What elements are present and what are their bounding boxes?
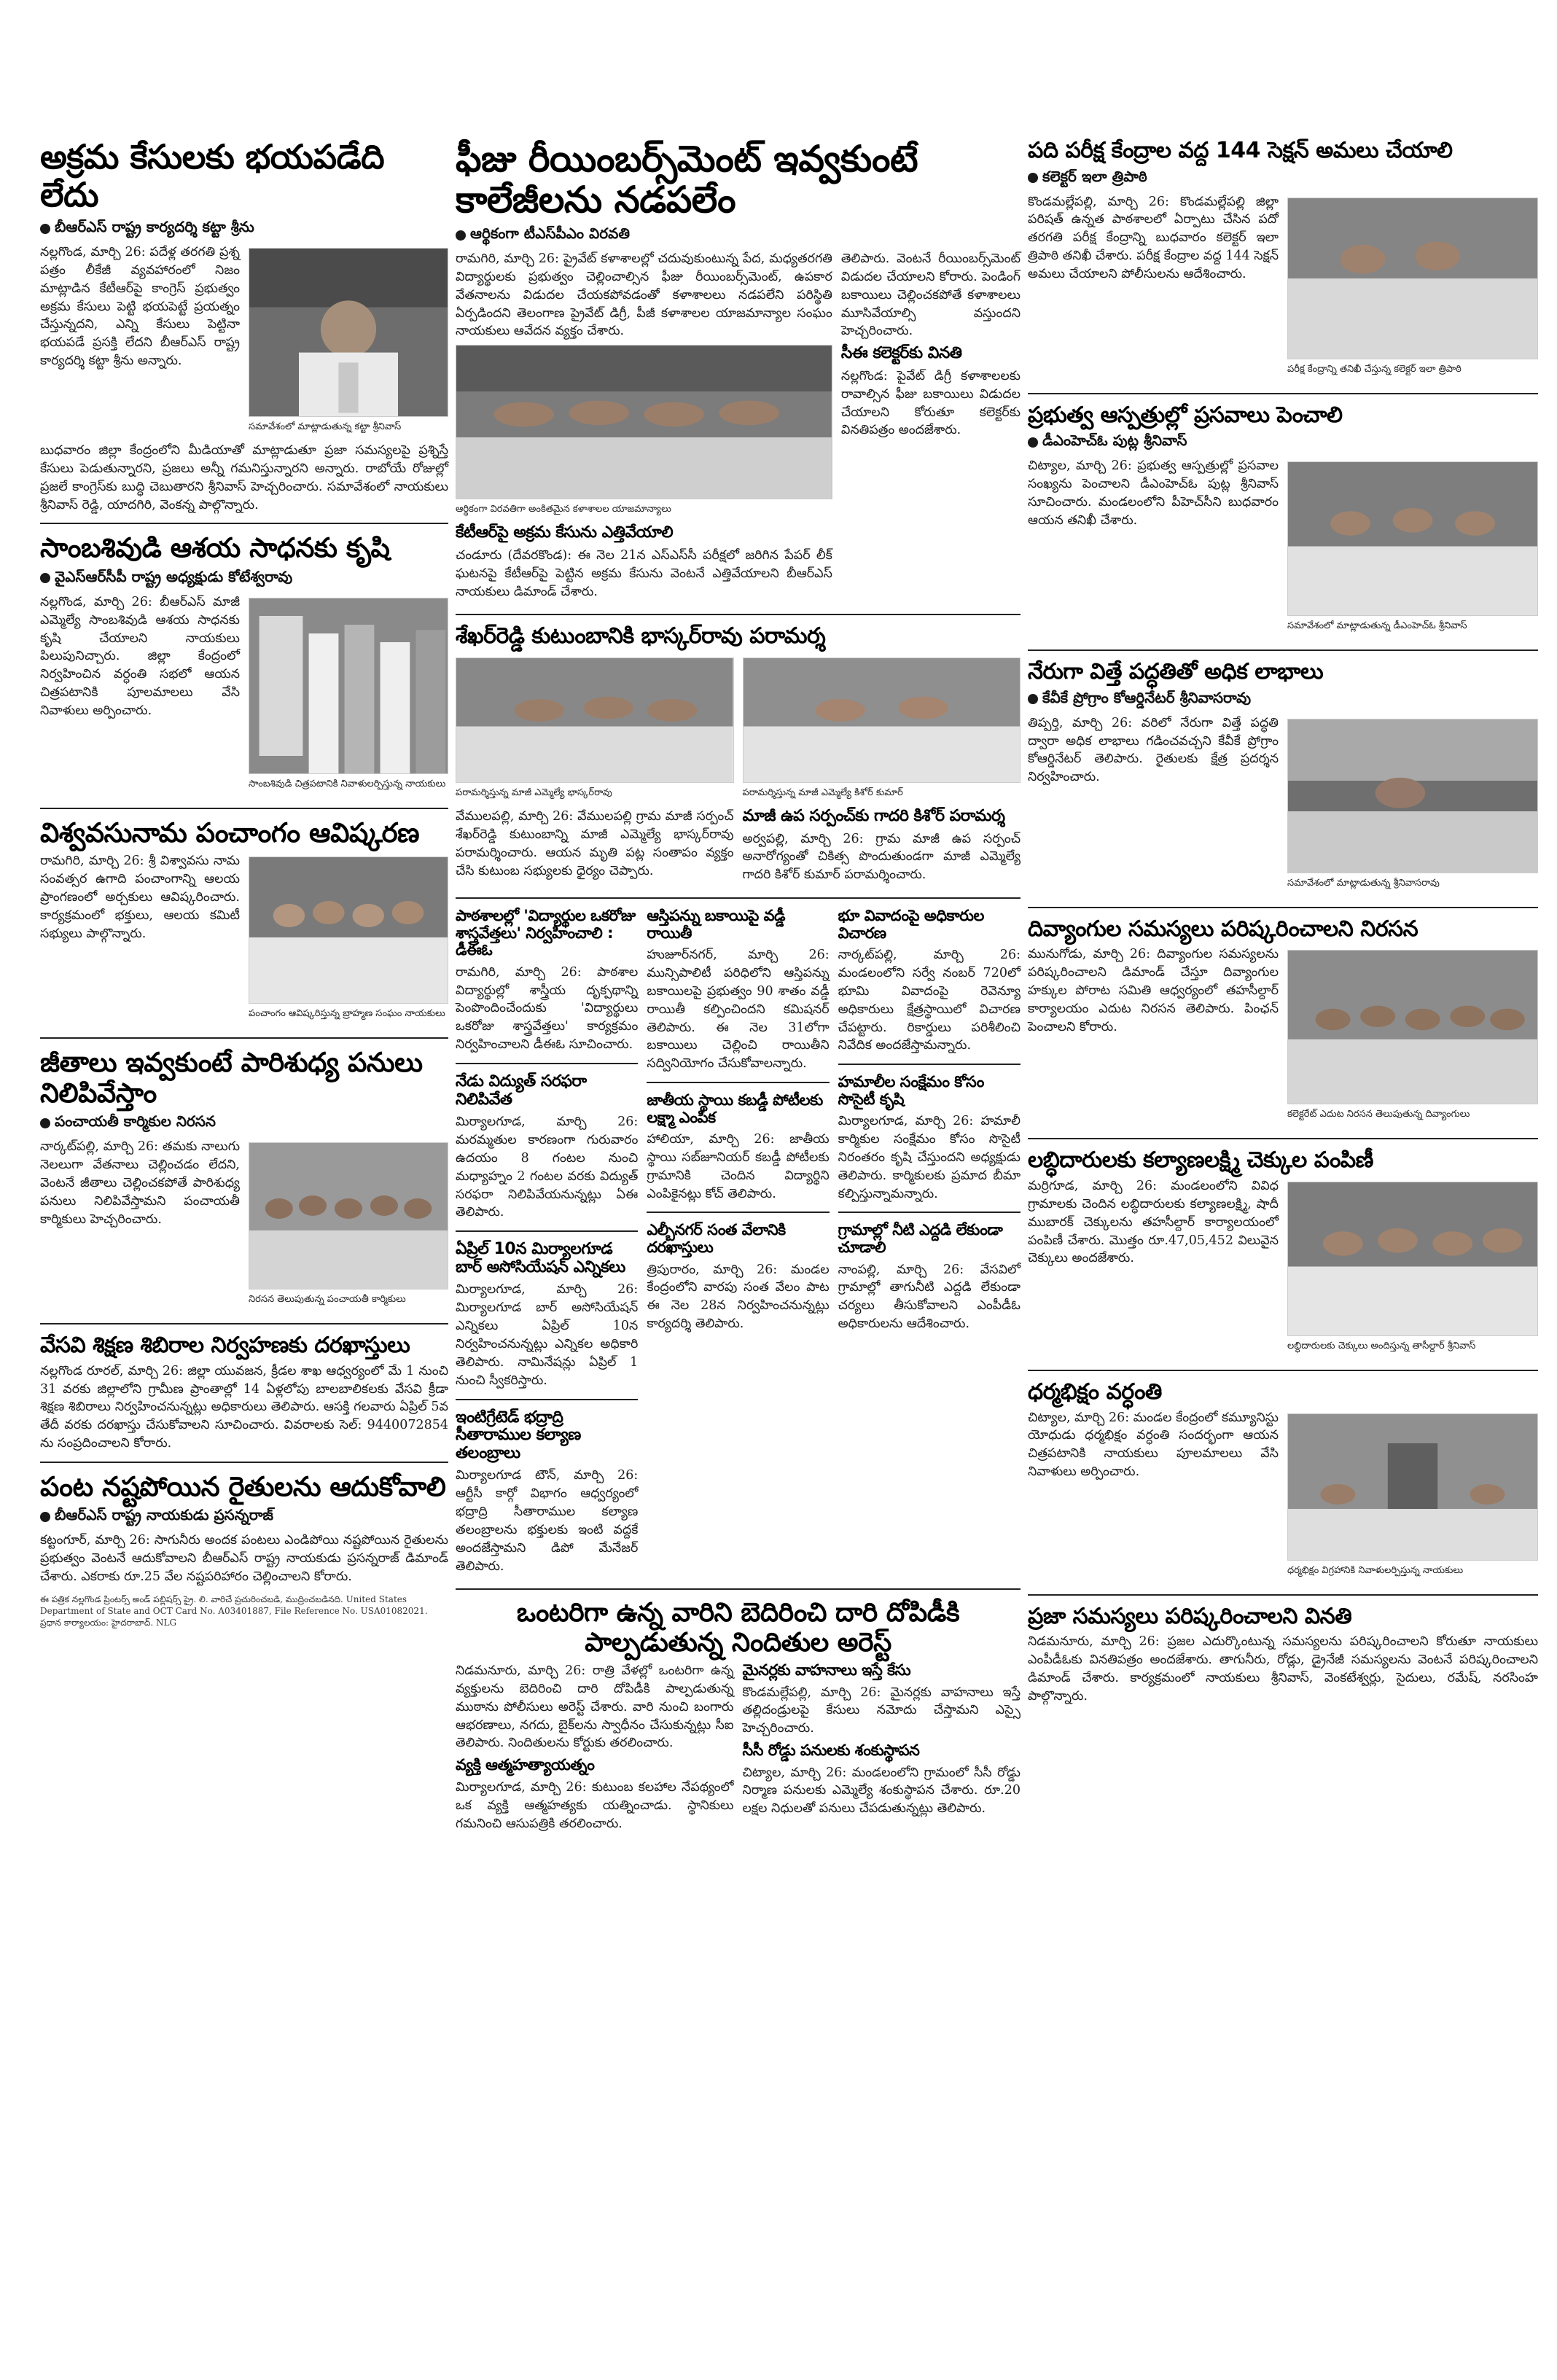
article-body: నార్కట్‌పల్లి, మార్చి 26: తమకు నాలుగు నెలలుగా వేతనాలు చెల్లించడం లేదని, వెంటనే జీతాలు చెల్లించకపోతే పారిశుధ్య పనులు నిలిపివేస్తామని పంచాయతీ కార్మికులు హెచ్చరించారు.	[40, 1139, 240, 1227]
divider	[40, 523, 448, 524]
photo-caption: లబ్ధిదారులకు చెక్కులు అందిస్తున్న తాసీల్దార్ శ్రీనివాస్	[1287, 1340, 1476, 1351]
divider	[1028, 649, 1538, 651]
article-photo	[1287, 719, 1538, 873]
headline-panchangam: విశ్వవసునామ పంచాంగం ఆవిష్కరణ	[40, 816, 420, 848]
headline-robbery-arrest: ఒంటరిగా ఉన్న వారిని బెదిరించి దారి దోపిడీకి పాల్పడుతున్న నిందితుల అరెస్ట్	[516, 1598, 960, 1658]
bullet-icon	[1028, 694, 1038, 704]
byline: పంచాయతీ కార్మికుల నిరసన	[40, 1112, 448, 1134]
article-body: నల్లగొండ, మార్చి 26: బీఆర్ఎస్ మాజీ ఎమ్మెల్యే సాంబశివుడి ఆశయ సాధనకు కృషి చేయాలని నాయకులు పిలుపునిచ్చారు. జిల్లా కేంద్రంలో నిర్వహించిన వర్ధంతి సభలో ఆయన చిత్రపటానికి పూలమాలలు వేసి నివాళులు అర్పించారు.	[40, 594, 240, 718]
article-body: కొండమల్లేపల్లి, మార్చి 26: మైనర్లకు వాహనాలు ఇస్తే తల్లిదండ్రులపై కేసులు నమోదు చేస్తామని ఎస్సై హెచ్చరించారు.	[742, 1685, 1021, 1736]
article-body: కట్టంగూర్, మార్చి 26: సాగునీరు అందక పంటలు ఎండిపోయి నష్టపోయిన రైతులను ప్రభుత్వం వెంటనే ఆదుకోవాలని బీఆర్ఎస్ రాష్ట్ర నాయకుడు ప్రసన్నరాజ్ డిమాండ్ చేశారు. ఎకరాకు రూ.25 వేల నష్టపరిహారం చెల్లించాలని కోరారు.	[40, 1533, 448, 1585]
headline-section-144: పది పరీక్ష కేంద్రాల వద్ద 144 సెక్షన్ అమలు చేయాలి	[1028, 138, 1453, 163]
article-body: మిర్యాలగూడ, మార్చి 26: కుటుంబ కలహాల నేపథ్యంలో ఒక వ్యక్తి ఆత్మహత్యకు యత్నించాడు. స్థానికులు గమనించి ఆసుపత్రికి తరలించారు.	[456, 1779, 734, 1831]
subhead-collector: సీఈ కలెక్టర్‌కు వినతి	[840, 344, 962, 363]
article-body: మర్రిగూడ, మార్చి 26: మండలంలోని వివిధ గ్రామాలకు చెందిన లబ్ధిదారులకు కల్యాణలక్ష్మి, షాదీ ముబారక్ చెక్కులను తహసీల్దార్ కార్యాలయంలో పంపిణీ చేశారు. మొత్తం రూ.47,05,452 విలువైన చెక్కులు అందజేశారు.	[1028, 1178, 1279, 1266]
article-photo	[456, 658, 734, 783]
headline-power-cut: నేడు విద్యుత్ సరఫరా నిలిపివేత	[456, 1072, 587, 1109]
divider	[40, 1037, 448, 1039]
divider	[456, 1588, 1021, 1590]
column-left	[40, 138, 448, 1638]
article-body: మిర్యాలగూడ, మార్చి 26: మిర్యాలగూడ బార్ అసోసియేషన్ ఎన్నికలు ఏప్రిల్ 10న నిర్వహించనున్నట్లు ఎన్నికల అధికారి తెలిపారు. నామినేషన్లు ఏప్రిల్ 1 నుంచి స్వీకరిస్తారు.	[456, 1282, 639, 1388]
photo-caption: ధర్మభిక్షం విగ్రహానికి నివాళులర్పిస్తున్న నాయకులు	[1287, 1564, 1464, 1576]
photo-caption: పంచాంగం ఆవిష్కరిస్తున్న బ్రాహ్మణ సంఘం నాయకులు	[249, 1008, 445, 1020]
divider	[1028, 1594, 1538, 1596]
photo-caption: సమావేశంలో మాట్లాడుతున్న డీఎంహెచ్ఓ శ్రీనివాస్	[1287, 620, 1467, 632]
article-body: నల్లగొండ: పైవేట్ డిగ్రీ కళాశాలలకు రావాల్సిన ఫీజు బకాయిలు విడుదల చేయాలని కోరుతూ కలెక్టర్‌కు వినతిపత్రం అందజేశారు.	[840, 368, 1021, 438]
headline-sekhar-reddy: శేఖర్‌రెడ్డి కుటుంబానికి భాస్కర్‌రావు పరామర్శ	[456, 623, 826, 649]
article-body: బుధవారం జిల్లా కేంద్రంలోని మీడియాతో మాట్లాడుతూ ప్రజా సమస్యలపై ప్రశ్నిస్తే కేసులు పెడుతున్నారని, ప్రజలు అన్నీ గమనిస్తున్నారని అన్నారు. రాబోయే రోజుల్లో ప్రజలే కాంగ్రెస్‌కు బుద్ధి చెబుతారని శ్రీనివాస్ హెచ్చరించారు. సమావేశంలో నాయకులు శ్రీనివాస్ రెడ్డి, యాదగిరి, వెంకన్న పాల్గొన్నారు.	[40, 443, 448, 512]
divider	[456, 897, 1021, 899]
divider	[456, 614, 1021, 615]
article-body: మిర్యాలగూడ, మార్చి 26: హమాలీ కార్మికుల సంక్షేమం కోసం సొసైటీ నిరంతరం కృషి చేస్తుందని అధ్యక్షుడు తెలిపారు. కార్మికులకు ప్రమాద బీమా కల్పిస్తున్నామన్నారు.	[838, 1114, 1021, 1201]
photo-caption: పరామర్శిస్తున్న మాజీ ఎమ్మెల్యే కిశోర్ కుమార్	[742, 787, 903, 798]
article-row	[456, 653, 1021, 889]
headline-santha: ఎల్బీనగర్ సంత వేలానికి దరఖాస్తులు	[647, 1221, 786, 1256]
article-body: హుజూర్‌నగర్, మార్చి 26: మున్సిపాలిటీ పరిధిలోని ఆస్తిపన్ను బకాయిలపై ప్రభుత్వం 90 శాతం వడ్డీ రాయితీ కల్పించిందని కమిషనర్ తెలిపారు. ఈ నెల 31లోగా బకాయిలు చెల్లించి రాయితీని సద్వినియోగం చేసుకోవాలన్నారు.	[647, 948, 830, 1072]
bullet-icon	[456, 230, 466, 241]
article-body-wrap	[456, 250, 1021, 605]
headline-disabled-protest: దివ్యాంగుల సమస్యలు పరిష్కరించాలని నిరసన	[1028, 916, 1419, 942]
article-body: మునుగోడు, మార్చి 26: దివ్యాంగుల సమస్యలను పరిష్కరించాలని డిమాండ్ చేస్తూ దివ్యాంగుల హక్కుల పోరాట సమితి ఆధ్వర్యంలో తహసీల్దార్ కార్యాలయం ఎదుట నిరసన తెలిపారు. పింఛన్ పెంచాలని కోరారు.	[1028, 947, 1279, 1034]
article-photo	[249, 1142, 448, 1290]
article-photo	[249, 248, 448, 417]
divider	[456, 1230, 638, 1232]
headline-hamali: హమాలీల సంక్షేమం కోసం సొసైటీ కృషి	[838, 1073, 984, 1108]
article-photo	[456, 345, 832, 499]
article-body: రామగిరి, మార్చి 26: ప్రైవేట్ కళాశాలల్లో చదువుకుంటున్న పేద, మధ్యతరగతి విద్యార్థులకు ప్రభుత్వం చెల్లించాల్సిన ఫీజు రీయింబర్స్‌మెంట్, ఉపకార వేతనాలను విడుదల చేయకపోవడంతో కళాశాలలు నడపలేని పరిస్థితి ఏర్పడిందని తెలంగాణ ప్రైవేట్ డిగ్రీ, పీజీ కళాశాలల యాజమాన్యాల సంఘం నాయకులు ఆవేదన వ్యక్తం చేశారు.	[456, 251, 832, 339]
divider	[40, 808, 448, 809]
article-body-wrap	[1028, 1177, 1538, 1361]
article-photo	[1287, 950, 1538, 1104]
headline-dharmabhiksham: ధర్మభిక్షం వర్ధంతి	[1028, 1378, 1162, 1405]
article-body: చండూరు (దేవరకొండ): ఈ నెల 21న ఎస్ఎస్‌సీ పరీక్షలో జరిగిన పేపర్ లీక్ ఘటనపై కేటీఆర్‌పై పెట్టిన అక్రమ కేసును వెంటనే ఎత్తివేయాలని బీఆర్ఎస్ నాయకులు డిమాండ్ చేశారు.	[456, 547, 832, 599]
article-body: నల్లగొండ, మార్చి 26: పదేళ్ల తరగతి ప్రశ్న పత్రం లీకేజీ వ్యవహారంలో నిజం మాట్లాడిన కేటీఆర్‌పై కాంగ్రెస్ ప్రభుత్వం అక్రమ కేసులు పెట్టి భయపెట్టే ప్రయత్నం చేస్తున్నదని, ఎన్ని కేసులు పెట్టినా భయపడే ప్రసక్తి లేదని బీఆర్ఎస్ రాష్ట్ర కార్యదర్శి కట్టా శ్రీను అన్నారు.	[40, 245, 240, 369]
divider	[838, 1064, 1021, 1065]
photo-caption: పరీక్ష కేంద్రాన్ని తనిఖీ చేస్తున్న కలెక్టర్ ఇలా త్రిపాఠి	[1287, 363, 1462, 375]
photo-caption: సాంబశివుడి చిత్రపటానికి నివాళులర్పిస్తున్న నాయకులు	[249, 778, 446, 789]
divider	[40, 1462, 448, 1463]
headline-deo: పాఠశాలల్లో 'విద్యార్థుల ఒకరోజు శాస్త్రవేత్తలు' నిర్వహించాలి : డీఈఓ	[456, 907, 636, 959]
photo-caption: సమావేశంలో మాట్లాడుతున్న కట్టా శ్రీనివాస్	[249, 421, 402, 433]
article-body-wrap	[40, 243, 448, 442]
headline-farmers: పంట నష్టపోయిన రైతులను ఆదుకోవాలి	[40, 1470, 446, 1502]
article-body: నిడమనూరు, మార్చి 26: ప్రజల ఎదుర్కొంటున్న సమస్యలను పరిష్కరించాలని కోరుతూ నాయకులు ఎంపీడీఓకు వినతిపత్రం అందజేశారు. తాగునీరు, రోడ్లు, డ్రైనేజీ సమస్యలను వెంటనే పరిష్కరించాలని డిమాండ్ చేశారు. కార్యక్రమంలో నాయకులు శ్రీనివాస్, వెంకటేశ్వర్లు, సైదులు, రమేష్, నరసింహ పాల్గొన్నారు.	[1028, 1634, 1538, 1704]
bullet-icon	[1028, 173, 1038, 183]
article-body: నాంపల్లి, మార్చి 26: వేసవిలో గ్రామాల్లో తాగునీటి ఎద్దడి లేకుండా చర్యలు తీసుకోవాలని ఎంపీడీఓ అధికారులను ఆదేశించారు.	[838, 1262, 1021, 1332]
headline-kabaddi: జాతీయ స్థాయి కబడ్డీ పోటీలకు లక్ష్మా ఎంపిక	[647, 1091, 823, 1126]
byline: ఆర్థికంగా టీఎస్‌పీఎం విరవతి	[456, 225, 1021, 246]
headline-water: గ్రామాల్లో నీటి ఎద్దడి లేకుండా చూడాలి	[838, 1221, 1003, 1256]
article-body: మిర్యాలగూడ టౌన్, మార్చి 26: ఆర్టీసీ కార్గో విభాగం ఆధ్వర్యంలో భద్రాద్రి సీతారాముల కల్యాణ తలంబ్రాలను భక్తులకు ఇంటి వద్దకే అందజేస్తామని డిపో మేనేజర్ తెలిపారు.	[456, 1468, 639, 1574]
divider	[1028, 907, 1538, 908]
byline: డీఎంహెచ్ఓ పుట్ల శ్రీనివాస్	[1028, 432, 1538, 453]
divider	[1028, 393, 1538, 394]
bullet-icon	[40, 573, 50, 583]
article-body-wrap	[1028, 945, 1538, 1129]
article-photo	[1287, 461, 1538, 616]
article-body-wrap	[1028, 193, 1538, 384]
article-body: కొండమల్లేపల్లి, మార్చి 26: కొండమల్లేపల్లి జిల్లా పరిషత్ ఉన్నత పాఠశాలలో ఏర్పాటు చేసిన పదో తరగతి పరీక్ష కేంద్రాన్ని బుధవారం కలెక్టర్ ఇలా త్రిపాఠి తనిఖీ చేశారు. పరీక్ష కేంద్రాల వద్ద 144 సెక్షన్ అమలు చేయాలని పోలీసులను ఆదేశించారు.	[1028, 194, 1279, 281]
article-body: మిర్యాలగూడ, మార్చి 26: మరమ్మతుల కారణంగా గురువారం ఉదయం 8 గంటల నుంచి మధ్యాహ్నం 2 గంటల వరకు విద్యుత్ సరఫరా నిలిపివేయనున్నట్లు ఏఈ తెలిపారు.	[456, 1115, 639, 1220]
headline-sambasiva: సాంబశివుడి ఆశయ సాధనకు కృషి	[40, 532, 390, 564]
byline: బీఆర్ఎస్ రాష్ట్ర కార్యదర్శి కట్టా శ్రీను	[40, 218, 448, 239]
headline-kishore: మాజీ ఉప సర్పంచ్‌కు గాదరి కిశోర్ పరామర్శ	[742, 806, 1005, 825]
article-body-wrap	[1028, 714, 1538, 898]
article-photo	[1287, 1182, 1538, 1336]
column-middle	[456, 138, 1021, 1837]
headline-salaries: జీతాలు ఇవ్వకుంటే పారిశుధ్య పనులు నిలిపివేస్తాం	[40, 1047, 423, 1109]
byline: బీఆర్ఎస్ రాష్ట్ర నాయకుడు ప్రసన్నరాజ్	[40, 1506, 448, 1527]
article-body: తెలిపారు. వెంటనే రీయింబర్స్‌మెంట్ విడుదల చేయాలని కోరారు. పెండింగ్ బకాయిలు చెల్లించకపోతే కళాశాలలు మూసివేయాల్సి వస్తుందని హెచ్చరించారు.	[840, 251, 1021, 339]
briefs-grid	[456, 908, 1021, 1580]
headline-cc-road: సీసీ రోడ్డు పనులకు శంకుస్థాపన	[742, 1741, 920, 1760]
article-photo	[249, 857, 448, 1004]
article-body-wrap	[1028, 457, 1538, 641]
headline-deliveries: ప్రభుత్వ ఆస్పత్రుల్లో ప్రసవాలు పెంచాలి	[1028, 402, 1343, 428]
photo-caption: సమావేశంలో మాట్లాడుతున్న శ్రీనివాసరావు	[1287, 877, 1440, 889]
article-body: హాలియా, మార్చి 26: జాతీయ స్థాయి సబ్‌జూనియర్ కబడ్డీ పోటీలకు గ్రామానికి చెందిన విద్యార్థిని ఎంపికైనట్లు కోచ్ తెలిపారు.	[647, 1132, 830, 1201]
headline-bar-elections: ఏప్రిల్ 10న మిర్యాలగూడ బార్ అసోసియేషన్ ఎన్నికలు	[456, 1240, 625, 1276]
byline: కలెక్టర్ ఇలా త్రిపాఠి	[1028, 168, 1538, 189]
subhead-ktr: కేటీఆర్‌పై అక్రమ కేసును ఎత్తివేయాలి	[456, 523, 674, 542]
headline-illegal-cases: అక్రమ కేసులకు భయపడేది లేదు	[40, 137, 385, 214]
article-photo	[249, 598, 448, 774]
headline-kalyana-lakshmi: లబ్ధిదారులకు కల్యాణలక్ష్మి చెక్కుల పంపిణీ	[1028, 1147, 1373, 1174]
article-body: వేములపల్లి, మార్చి 26: వేములపల్లి గ్రామ మాజీ సర్పంచ్ శేఖర్‌రెడ్డి కుటుంబాన్ని మాజీ ఎమ్మెల్యే భాస్కర్‌రావు పరామర్శించారు. ఆయన మృతి పట్ల సంతాపం వ్యక్తం చేసి కుటుంబ సభ్యులకు ధైర్యం చెప్పారు.	[456, 808, 734, 878]
article-body: నిడమనూరు, మార్చి 26: రాత్రి వేళల్లో ఒంటరిగా ఉన్న వ్యక్తులను బెదిరించి దారి దోపిడీకి పాల్పడుతున్న ముఠాను పోలీసులు అరెస్ట్ చేశారు. వారి నుంచి బంగారు ఆభరణాలు, నగదు, బైక్‌లను స్వాధీనం చేసుకున్నట్లు సీఐ తెలిపారు. నిందితులను కోర్టుకు తరలించారు.	[456, 1663, 734, 1751]
divider	[647, 1212, 829, 1213]
print-line: ఈ పత్రిక నల్లగొండ ప్రింటర్స్ అండ్ పబ్లిషర్స్ ప్రై. లి. వారిచే ప్రచురించబడి, ముద్రించబడినది. United States Department of State and OCT Card No. A03401887, File Reference No. USA01082021. ప్రధాన కార్యాలయం: హైదరాబాద్. NLG	[40, 1593, 428, 1628]
photo-caption: కలెక్టరేట్ ఎదుట నిరసన తెలుపుతున్న దివ్యాంగులు	[1287, 1109, 1470, 1120]
article-body: చిట్యాల, మార్చి 26: ప్రభుత్వ ఆస్పత్రుల్లో ప్రసవాల సంఖ్యను పెంచాలని డీఎంహెచ్ఓ పుట్ల శ్రీనివాస్ సూచించారు. మండలంలోని పీహెచ్‌సీని బుధవారం ఆయన తనిఖీ చేశారు.	[1028, 459, 1279, 528]
article-body: రామగిరి, మార్చి 26: శ్రీ విశ్వావసు నామ సంవత్సర ఉగాది పంచాంగాన్ని ఆలయ ప్రాంగణంలో అర్చకులు ఆవిష్కరించారు. కార్యక్రమంలో భక్తులు, ఆలయ కమిటీ సభ్యులు పాల్గొన్నారు.	[40, 854, 240, 941]
headline-summer-camp: వేసవి శిక్షణ శిబిరాల నిర్వహణకు దరఖాస్తులు	[40, 1333, 410, 1359]
headline-minors: మైనర్లకు వాహనాలు ఇస్తే కేసు	[742, 1661, 911, 1679]
article-body: రామగిరి, మార్చి 26: పాఠశాల విద్యార్థుల్లో శాస్త్రీయ దృక్పథాన్ని పెంపొందించేందుకు 'విద్యార్థులు ఒకరోజు శాస్త్రవేత్తలు' కార్యక్రమం నిర్వహించాలని డీఈఓ సూచించారు.	[456, 964, 639, 1053]
article-body-wrap	[1028, 1409, 1538, 1585]
headline-public-issues: ప్రజా సమస్యలు పరిష్కరించాలని వినతి	[1028, 1603, 1352, 1629]
divider	[838, 1212, 1021, 1213]
headline-talambralu: ఇంటిగ్రేటెడ్ భద్రాద్రి సీతారాముల కల్యాణ తలంబ్రాలు	[456, 1408, 581, 1462]
photo-caption: పరామర్శిస్తున్న మాజీ ఎమ్మెల్యే భాస్కర్‌రావు	[456, 787, 612, 798]
article-body: చిట్యాల, మార్చి 26: మండల కేంద్రంలో కమ్యూనిస్టు యోధుడు ధర్మభిక్షం వర్ధంతి సందర్భంగా ఆయన చిత్రపటానికి నాయకులు పూలమాలలు వేసి నివాళులు అర్పించారు.	[1028, 1410, 1279, 1480]
article-body: తిప్పర్తి, మార్చి 26: వరిలో నేరుగా విత్తే పద్ధతి ద్వారా అధిక లాభాలు గడించవచ్చని కేవీకే ప్రోగ్రాం కోఆర్డినేటర్ తెలిపారు. రైతులకు క్షేత్ర ప్రదర్శన నిర్వహించారు.	[1028, 715, 1279, 785]
divider	[1028, 1370, 1538, 1371]
article-body: చిట్యాల, మార్చి 26: మండలంలోని గ్రామంలో సీసీ రోడ్డు నిర్మాణ పనులకు ఎమ్మెల్యే శంకుస్థాపన చేశారు. రూ.20 లక్షల నిధులతో పనులు చేపడుతున్నట్లు తెలిపారు.	[742, 1765, 1021, 1817]
article-photo	[1287, 198, 1538, 359]
divider	[647, 1082, 829, 1083]
bullet-icon	[40, 224, 50, 234]
headline-direct-sowing: నేరుగా విత్తే పద్ధతితో అధిక లాభాలు	[1028, 659, 1324, 685]
article-body: నార్కట్‌పల్లి, మార్చి 26: మండలంలోని సర్వే నంబర్ 720లో భూమి వివాదంపై రెవెన్యూ అధికారులు క్షేత్రస్థాయిలో విచారణ చేపట్టారు. రికార్డులు పరిశీలించి నివేదిక అందజేస్తామన్నారు.	[838, 948, 1021, 1053]
article-body: త్రిపురారం, మార్చి 26: మండల కేంద్రంలోని వారపు సంత వేలం పాట ఈ నెల 28న నిర్వహించనున్నట్లు కార్యదర్శి తెలిపారు.	[647, 1262, 830, 1332]
divider	[40, 1323, 448, 1324]
article-row	[456, 1662, 1021, 1837]
byline: వైఎస్ఆర్‌సీపీ రాష్ట్ర అధ్యక్షుడు కోటేశ్వరావు	[40, 568, 448, 589]
divider	[456, 1399, 638, 1400]
headline-property-tax: ఆస్తిపన్ను బకాయిపై వడ్డీ రాయితీ	[647, 907, 786, 942]
article-photo	[1287, 1413, 1538, 1561]
article-photo	[743, 658, 1021, 783]
headline-suicide: వ్యక్తి ఆత్మహత్యాయత్నం	[456, 1756, 595, 1774]
article-body-wrap	[40, 593, 448, 799]
article-body: నల్లగొండ రూరల్, మార్చి 26: జిల్లా యువజన, క్రీడల శాఖ ఆధ్వర్యంలో మే 1 నుంచి 31 వరకు జిల్లాలోని గ్రామీణ ప్రాంతాల్లో 14 ఏళ్లలోపు బాలబాలికలకు వేసవి క్రీడా శిక్షణ శిబిరాలు నిర్వహించనున్నట్లు అధికారులు తెలిపారు. ఆసక్తి గలవారు ఏప్రిల్ 5వ తేదీ వరకు దరఖాస్తు చేసుకోవాలని సూచించారు. వివరాలకు సెల్: 9440072854 ను సంప్రదించాలని కోరారు.	[40, 1363, 448, 1451]
bullet-icon	[40, 1512, 50, 1522]
column-right	[1028, 138, 1538, 1710]
headline-fee-reimbursement: ఫీజు రీయింబర్స్‌మెంట్ ఇవ్వకుంటే కాలేజీలను నడపలేం	[456, 138, 918, 221]
photo-caption: నిరసన తెలుపుతున్న పంచాయతీ కార్మికులు	[249, 1294, 406, 1306]
article-body-wrap	[40, 1138, 448, 1314]
article-body-wrap	[40, 852, 448, 1029]
bullet-icon	[40, 1118, 50, 1128]
bullet-icon	[1028, 437, 1038, 448]
byline: కేవీకే ప్రోగ్రాం కోఆర్డినేటర్ శ్రీనివాసరావు	[1028, 689, 1538, 710]
headline-land-dispute: భూ వివాదంపై అధికారుల విచారణ	[838, 907, 984, 942]
divider	[1028, 1138, 1538, 1139]
divider	[456, 1063, 638, 1064]
photo-caption: ఆర్థికంగా విరవతిగా అంకితమైన కళాశాలల యాజమాన్యాలు	[456, 504, 671, 515]
article-body: అర్వపల్లి, మార్చి 26: గ్రామ మాజీ ఉప సర్పంచ్ అనారోగ్యంతో చికిత్స పొందుతుండగా మాజీ ఎమ్మెల్యే గాదరి కిశోర్ కుమార్ పరామర్శించారు.	[742, 831, 1021, 883]
